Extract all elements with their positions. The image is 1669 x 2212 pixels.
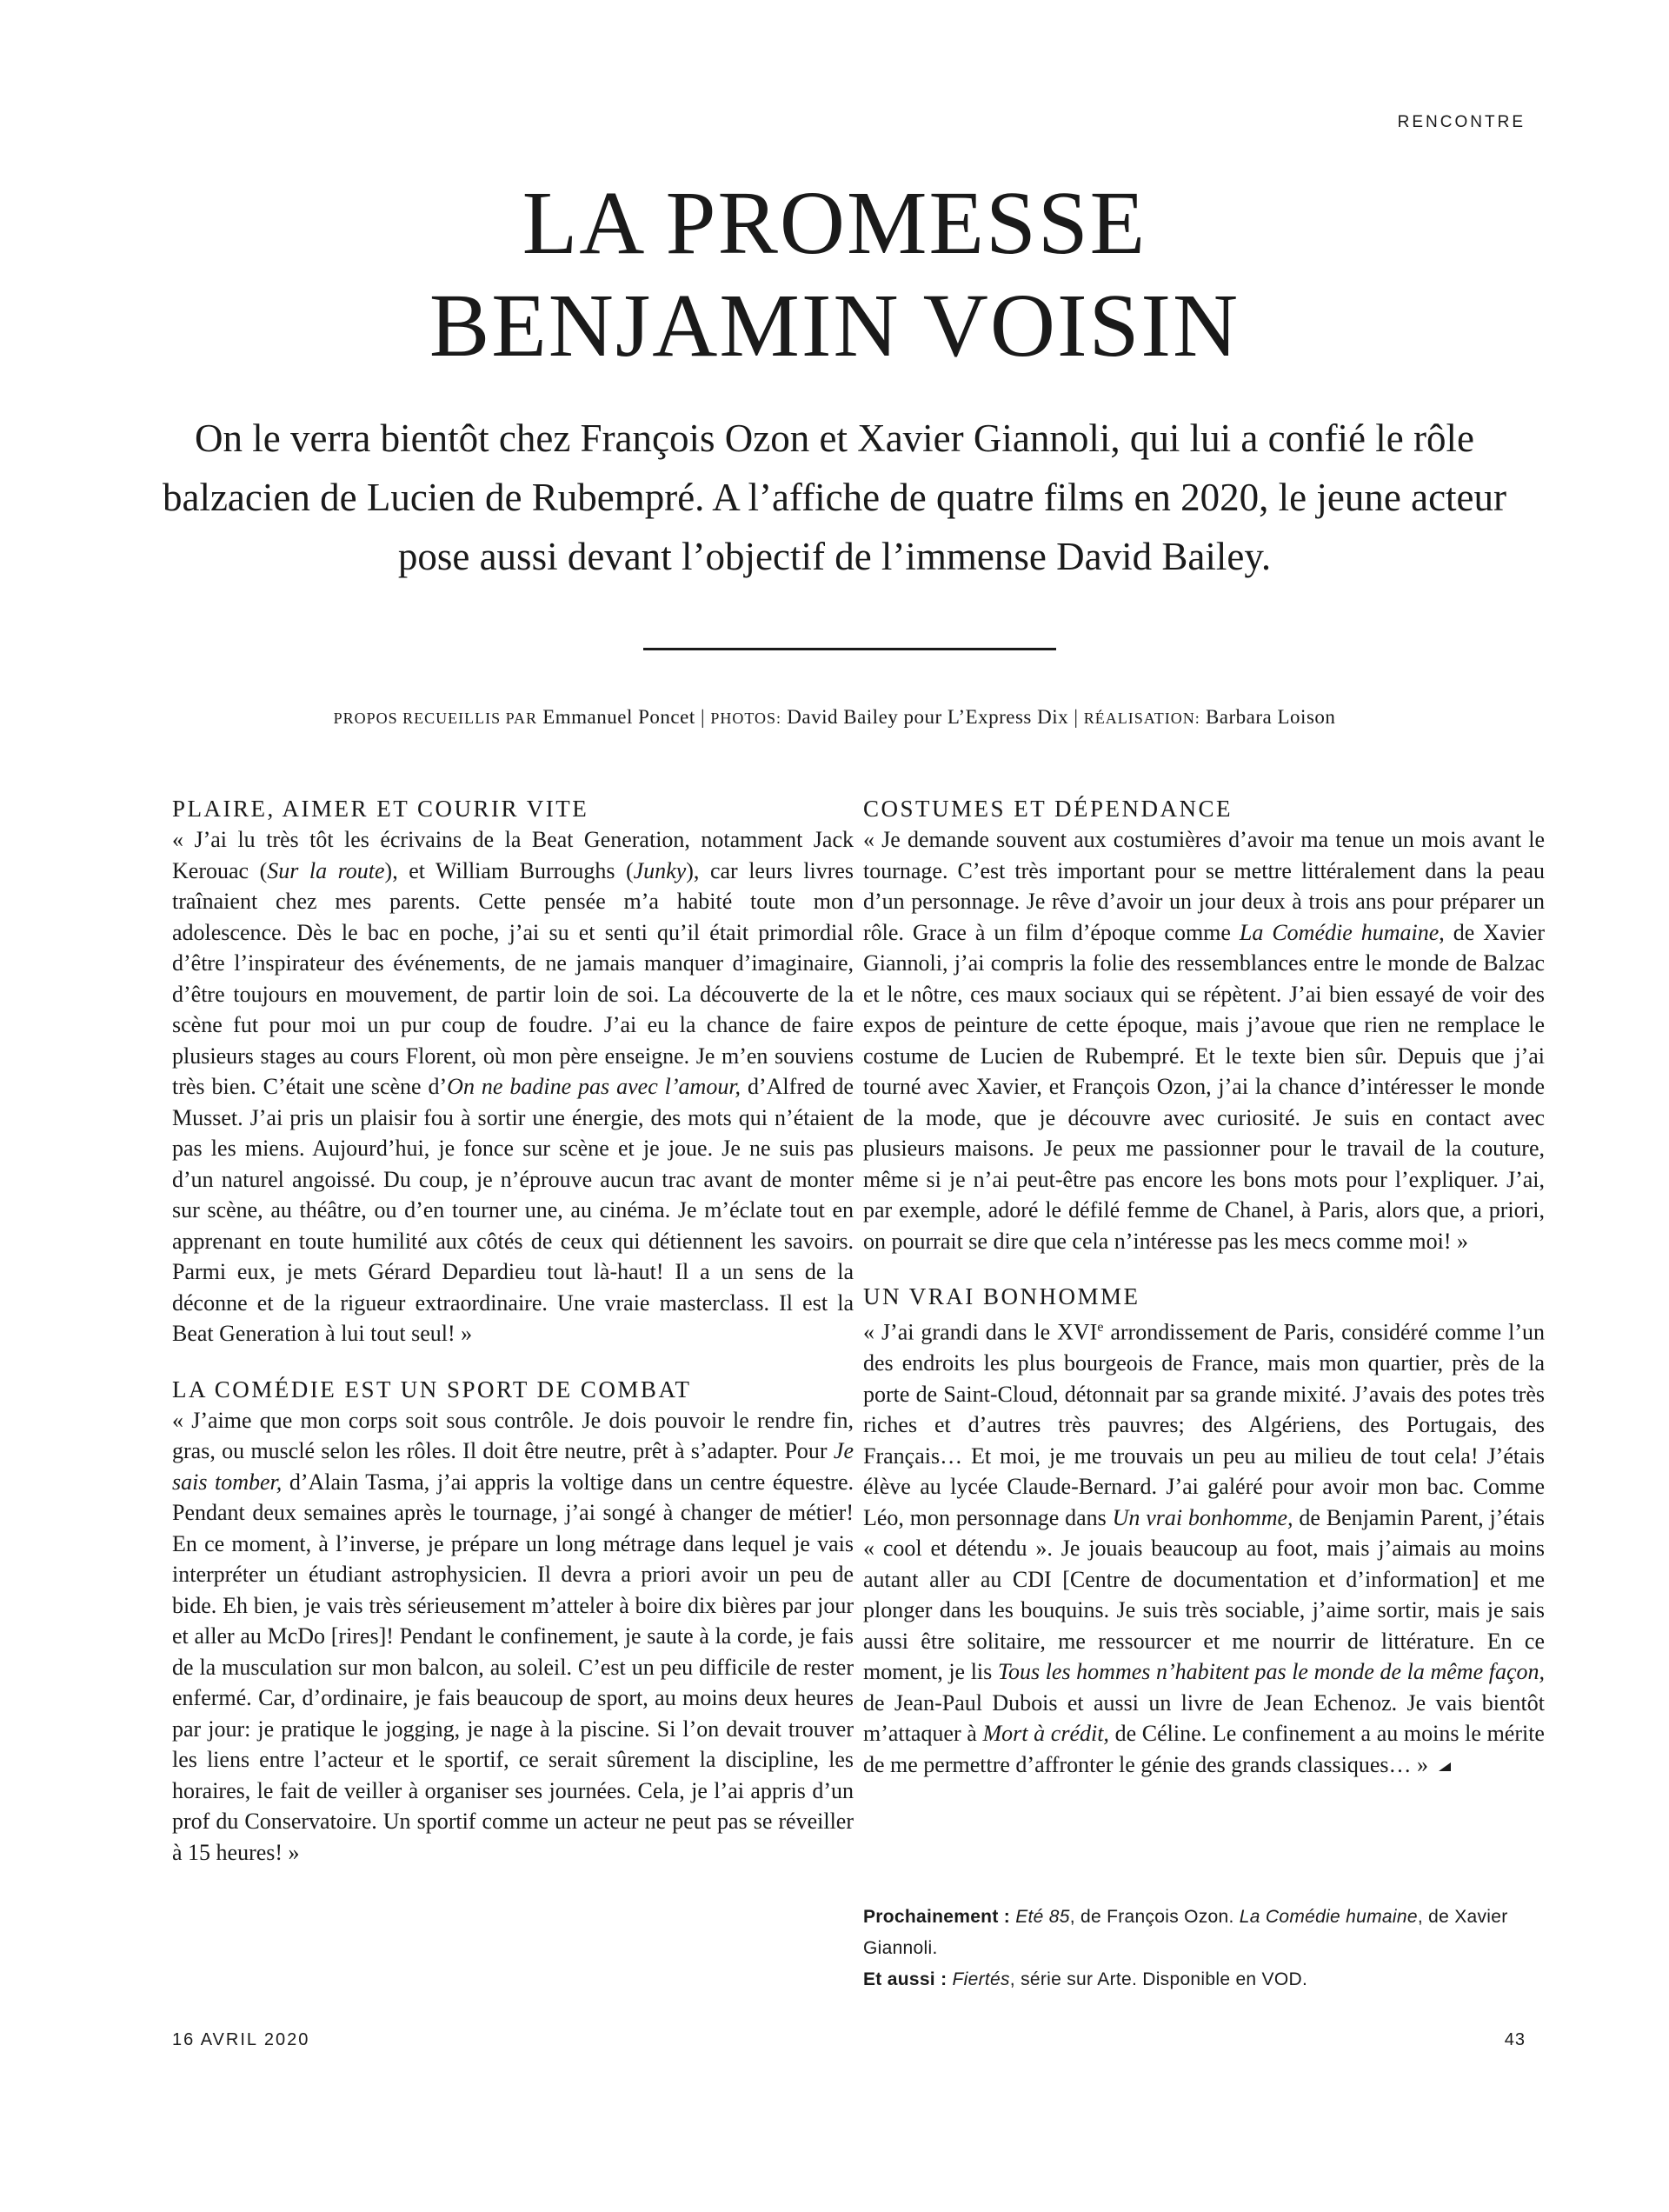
standfirst: On le verra bientôt chez François Ozon et Xavier Giannoli, qui lui a confié le rôle balzacien de Lucien de Rubempré. A l’affiche de quatre films en 2020, le jeune acteur pose aussi devant l’objectif de l’immense David Bailey. (162, 416, 1507, 578)
issue-date: 16 AVRIL 2020 (172, 2030, 310, 2049)
credit-separator: | (1074, 706, 1079, 728)
section-body: « J’ai lu très tôt les écrivains de la Beat Generation, notamment Jack Kerouac (Sur la route), et William Burroughs (Junky), car leurs livres traînaient chez mes parents. Cette pensée m’a habité toute mon adolescence. Dès le bac en poche, j’ai su et senti qu’il était primordial d’être l’inspirateur des événements, de ne jamais manquer d’imaginaire, d’être toujours en mouvement, de partir loin de soi. La découverte de la scène fut pour moi un pur coup de foudre. J’ai eu la chance de faire plusieurs stages au cours Florent, où mon père enseigne. Je m’en souviens très bien. C’était une scène d’On ne badine pas avec l’amour, d’Alfred de Musset. J’ai pris un plaisir fou à sortir une énergie, des mots qui n’étaient pas les miens. Aujourd’hui, je fonce sur scène et je joue. Je ne suis pas d’un naturel angoissé. Du coup, je n’éprouve aucun trac avant de monter sur scène, au théâtre, ou d’en tourner une, au cinéma. Je m’éclate tout en apprenant en toute humilité aux côtés de ceux qui détiennent les savoirs. Parmi eux, je mets Gérard Depardieu tout là-haut! Il a un sens de la déconne et de la rigueur extraordinaire. Une vraie masterclass. Il est la Beat Generation à lui tout seul! » (172, 827, 854, 1346)
section-rubric: RENCONTRE (1397, 113, 1526, 131)
end-of-article-icon (1439, 1762, 1451, 1771)
section-heading: PLAIRE, AIMER ET COURIR VITE (172, 796, 589, 822)
section-heading: LA COMÉDIE EST UN SPORT DE COMBAT (172, 1376, 692, 1402)
credit-name-stylist: Barbara Loison (1205, 706, 1336, 728)
title-divider (643, 648, 1056, 650)
credit-name-interviewer: Emmanuel Poncet (542, 706, 695, 728)
section-body: « Je demande souvent aux costumières d’avoir ma tenue un mois avant le tournage. C’est très important pour se mettre littéralement dans la peau d’un personnage. Je rêve d’avoir un jour deux à trois ans pour préparer un rôle. Grace à un film d’époque comme La Comédie humaine, de Xavier Giannoli, j’ai compris la folie des ressemblances entre le monde de Balzac et le nôtre, ces maux sociaux qui se répètent. J’ai bien essayé de voir des expos de peinture de cette époque, mais j’avoue que rien ne remplace le costume de Lucien de Rubempré. Et le texte bien sûr. Depuis que j’ai tourné avec Xavier, et François Ozon, j’ai la chance d’intéresser le monde de la mode, que je découvre avec curiosité. Je suis en contact avec plusieurs maisons. Je peux me passionner pour le travail de la couture, même si je n’ai peut-être pas encore les bons mots pour l’expliquer. J’ai, par exemple, adoré le défilé femme de Chanel, à Paris, alors que, a priori, on pourrait se dire que cela n’intéresse pas les mecs comme moi! » (863, 827, 1545, 1254)
article-title (0, 172, 1669, 377)
column-left (172, 793, 854, 1868)
credit-label-interview: PROPOS RECUEILLIS PAR (333, 710, 537, 727)
title-line-1: LA PROMESSE (522, 173, 1147, 273)
credit-name-photographer: David Bailey pour L’Express Dix (787, 706, 1069, 728)
upcoming-releases: Prochainement : Eté 85, de François Ozon. La Comédie humaine, de Xavier Giannoli. Et aussi : Fiertés, série sur Arte. Disponible en VOD. (863, 1907, 1508, 1989)
credit-label-styling: RÉALISATION: (1083, 710, 1200, 727)
column-right (863, 793, 1545, 1780)
section-body: « J’ai grandi dans le XVIe arrondissement de Paris, considéré comme l’un des endroits les plus bourgeois de France, mais mon quartier, près de la porte de Saint-Cloud, détonnait par sa grande mixité. J’avais des potes très riches et d’autres très pauvres; des Algériens, des Portugais, des Français… Et moi, je me trouvais un peu au milieu de tout cela! J’étais élève au lycée Claude-Bernard. J’ai galéré pour avoir mon bac. Comme Léo, mon personnage dans Un vrai bonhomme, de Benjamin Parent, j’étais « cool et détendu ». Je jouais beaucoup au foot, mais j’aimais au moins autant aller au CDI [Centre de documentation et d’information] et me plonger dans les bouquins. Je suis très sociable, j’aime sortir, mais je sais aussi être solitaire, me ressourcer et me nourrir de littérature. En ce moment, je lis Tous les hommes n’habitent pas le monde de la même façon, de Jean-Paul Dubois et aussi un livre de Jean Echenoz. Je vais bientôt m’attaquer à Mort à crédit, de Céline. Le confinement a au moins le mérite de me permettre d’affronter le génie des grands classiques… » (863, 1319, 1545, 1777)
section-heading: COSTUMES ET DÉPENDANCE (863, 796, 1233, 822)
title-line-2: BENJAMIN VOISIN (429, 276, 1240, 376)
credits-line (0, 706, 1669, 729)
section-heading: UN VRAI BONHOMME (863, 1283, 1140, 1309)
page-number: 43 (1504, 2030, 1526, 2049)
credit-separator: | (700, 706, 706, 728)
section-body: « J’aime que mon corps soit sous contrôle. Je dois pouvoir le rendre fin, gras, ou musclé selon les rôles. Il doit être neutre, prêt à s’adapter. Pour Je sais tomber, d’Alain Tasma, j’ai appris la voltige dans un centre équestre. Pendant deux semaines après le tournage, j’ai songé à changer de métier! En ce moment, à l’inverse, je prépare un long métrage dans lequel je vais interpréter un étudiant astrophysicien. Il devra a priori avoir un peu de bide. Eh bien, je vais très sérieusement m’atteler à boire dix bières par jour et aller au McDo [rires]! Pendant le confinement, je saute à la corde, je fais de la musculation sur mon balcon, au soleil. C’est un peu difficile de rester enfermé. Car, d’ordinaire, je fais beaucoup de sport, au moins deux heures par jour: je pratique le jogging, je nage à la piscine. Si l’on devait trouver les liens entre l’acteur et le sportif, ce serait sûrement la discipline, les horaires, le fait de veiller à organiser ses journées. Cela, je l’ai appris d’un prof du Conservatoire. Un sportif comme un acteur ne peut pas se réveiller à 15 heures! » (172, 1407, 854, 1865)
credit-label-photos: PHOTOS: (710, 710, 782, 727)
